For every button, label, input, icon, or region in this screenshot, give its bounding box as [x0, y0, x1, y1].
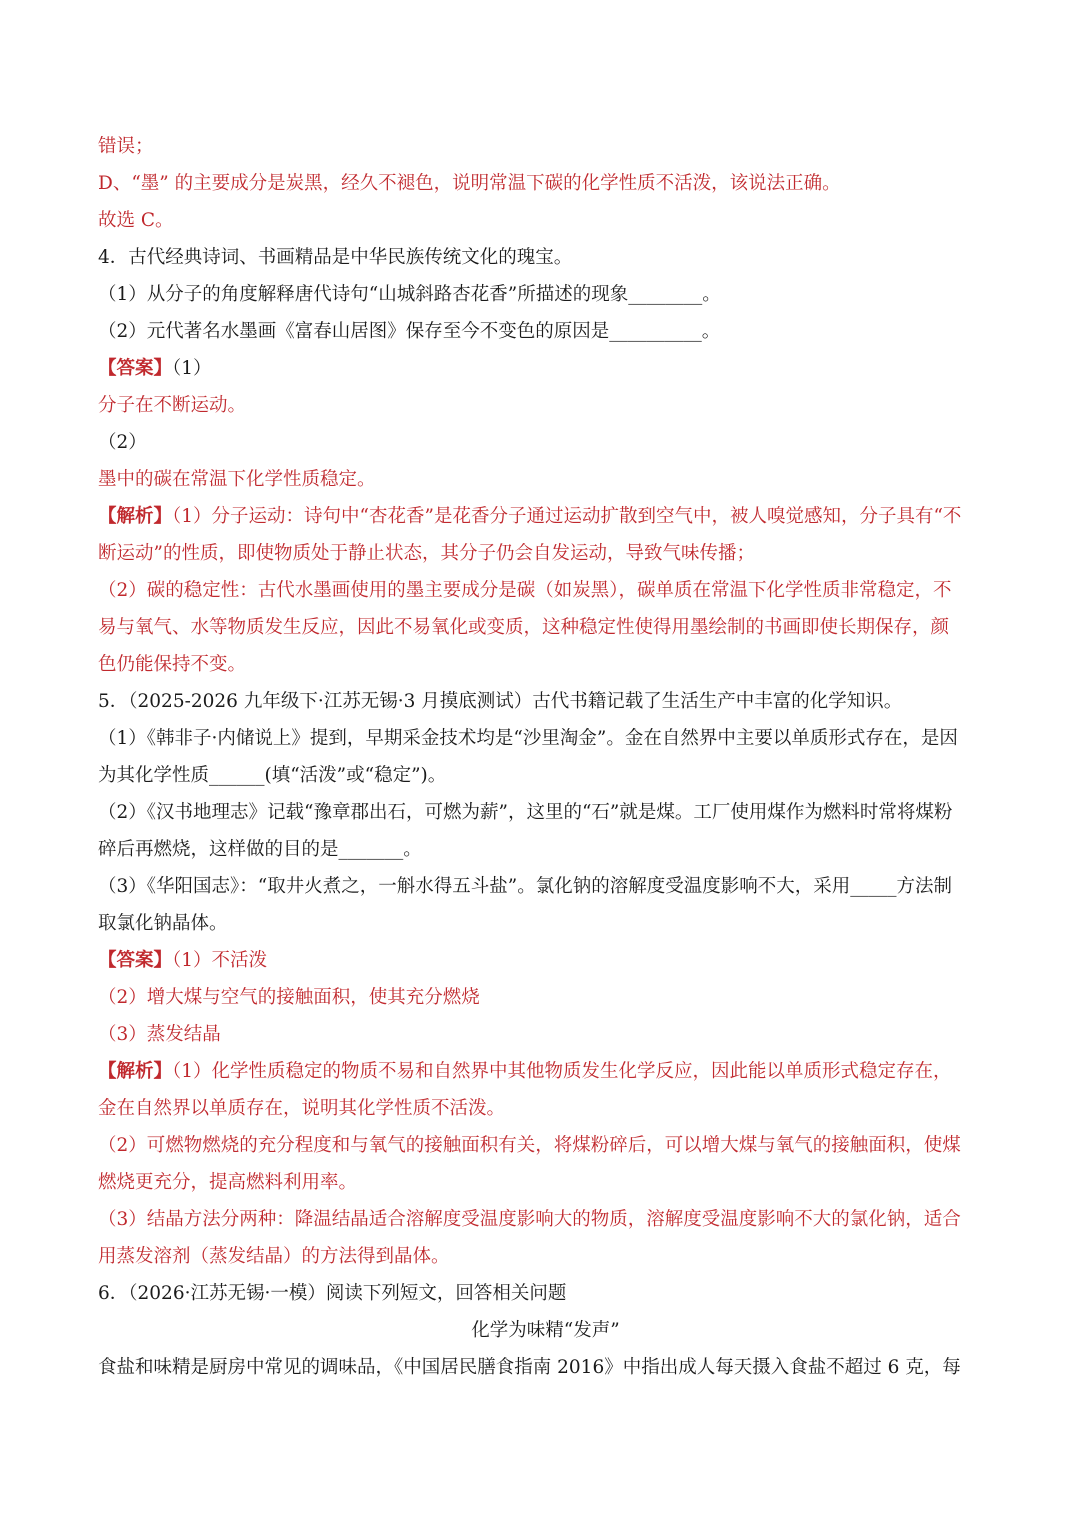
line-text: （1）化学性质稳定的物质不易和自然界中其他物质发生化学反应，因此能以单质形式稳定存在， [172, 1061, 952, 1082]
text-line [98, 1349, 993, 1386]
text-line [98, 646, 993, 683]
line-text: （2）增大煤与空气的接触面积，使其充分燃烧 [98, 987, 480, 1008]
line-text: （2）可燃物燃烧的充分程度和与氧气的接触面积有关，将煤粉碎后，可以增大煤与氧气的接触面积，使煤 [98, 1135, 961, 1156]
text-line [98, 498, 993, 535]
text-line [98, 1201, 993, 1238]
text-line [98, 276, 993, 313]
line-text: （2） [98, 432, 147, 453]
text-line [98, 461, 993, 498]
text-line [98, 1090, 993, 1127]
section-tag: 【解析】 [98, 1061, 173, 1082]
text-line [98, 794, 993, 831]
text-line [98, 350, 993, 387]
text-line [98, 609, 993, 646]
text-line [98, 128, 993, 165]
line-text: 4．古代经典诗词、书画精品是中华民族传统文化的瑰宝。 [98, 247, 573, 268]
text-line [98, 757, 993, 794]
text-line [98, 1016, 993, 1053]
line-text: 易与氧气、水等物质发生反应，因此不易氧化或变质，这种稳定性使得用墨绘制的书画即使长期保存，颜 [98, 617, 950, 638]
text-line [98, 905, 993, 942]
text-line [98, 831, 993, 868]
text-line [98, 1164, 993, 1201]
line-text: （3）蒸发结晶 [98, 1024, 221, 1045]
line-text: 化学为味精“发声” [471, 1320, 620, 1341]
section-tag: 【答案】 [98, 358, 173, 379]
section-tag: 【解析】 [98, 506, 173, 527]
line-text: 5．（2025-2026 九年级下·江苏无锡·3 月摸底测试）古代书籍记载了生活生产中丰富的化学知识。 [98, 691, 903, 712]
text-line [98, 942, 993, 979]
text-line [98, 165, 993, 202]
text-line [98, 1275, 993, 1312]
line-text: （1） [172, 358, 212, 379]
line-text: 6．（2026·江苏无锡·一模）阅读下列短文，回答相关问题 [98, 1283, 567, 1304]
line-text: （1）《韩非子·内储说上》提到，早期采金技术均是“沙里淘金”。金在自然界中主要以单质形式存在，是因 [98, 728, 958, 749]
line-text: 燃烧更充分，提高燃料利用率。 [98, 1172, 358, 1193]
line-text: （1）从分子的角度解释唐代诗句“山城斜路杏花香”所描述的现象________。 [98, 284, 721, 305]
section-tag: 【答案】 [98, 950, 173, 971]
text-line [98, 683, 993, 720]
line-text: 色仍能保持不变。 [98, 654, 247, 675]
line-text: （3）结晶方法分两种：降温结晶适合溶解度受温度影响大的物质，溶解度受温度影响不大的氯化钠，适合 [98, 1209, 961, 1230]
line-text: 取氯化钠晶体。 [98, 913, 228, 934]
text-line [98, 720, 993, 757]
document-page [0, 128, 1080, 1386]
text-line [98, 239, 993, 276]
line-text: 断运动”的性质，即使物质处于静止状态，其分子仍会自发运动，导致气味传播； [98, 543, 755, 564]
text-line [98, 387, 993, 424]
text-line [98, 535, 993, 572]
text-line [98, 868, 993, 905]
line-text: 用蒸发溶剂（蒸发结晶）的方法得到晶体。 [98, 1246, 450, 1267]
line-text: （1）不活泼 [172, 950, 268, 971]
line-text: （2）《汉书地理志》记载“豫章郡出石，可燃为薪”，这里的“石”就是煤。工厂使用煤作为燃料时常将煤粉 [98, 802, 953, 823]
line-text: （1）分子运动：诗句中“杏花香”是花香分子通过运动扩散到空气中，被人嗅觉感知，分子具有“不 [172, 506, 962, 527]
line-text: 碎后再燃烧，这样做的目的是_______。 [98, 839, 422, 860]
text-line [98, 313, 993, 350]
line-text: 金在自然界以单质存在，说明其化学性质不活泼。 [98, 1098, 506, 1119]
line-text: 分子在不断运动。 [98, 395, 247, 416]
text-line [98, 572, 993, 609]
article-title [98, 1312, 993, 1349]
text-line [98, 1127, 993, 1164]
line-text: 错误； [98, 136, 154, 157]
line-text: 墨中的碳在常温下化学性质稳定。 [98, 469, 376, 490]
text-line [98, 202, 993, 239]
text-line [98, 1238, 993, 1275]
line-text: 食盐和味精是厨房中常见的调味品，《中国居民膳食指南 2016》中指出成人每天摄入食盐不超过 6 克，每 [98, 1357, 961, 1378]
line-text: （3）《华阳国志》：“取井火煮之，一斛水得五斗盐”。氯化钠的溶解度受温度影响不大，采用_____方法制 [98, 876, 952, 897]
line-text: 为其化学性质______(填“活泼”或“稳定”)。 [98, 765, 447, 786]
line-text: （2）碳的稳定性：古代水墨画使用的墨主要成分是碳（如炭黑），碳单质在常温下化学性质非常稳定，不 [98, 580, 952, 601]
text-line [98, 1053, 993, 1090]
text-line [98, 424, 993, 461]
text-line [98, 979, 993, 1016]
line-text: （2）元代著名水墨画《富春山居图》保存至今不变色的原因是__________。 [98, 321, 721, 342]
line-text: D、“墨” 的主要成分是炭黑，经久不褪色，说明常温下碳的化学性质不活泼，该说法正确。 [98, 173, 841, 194]
line-text: 故选 C。 [98, 210, 174, 231]
